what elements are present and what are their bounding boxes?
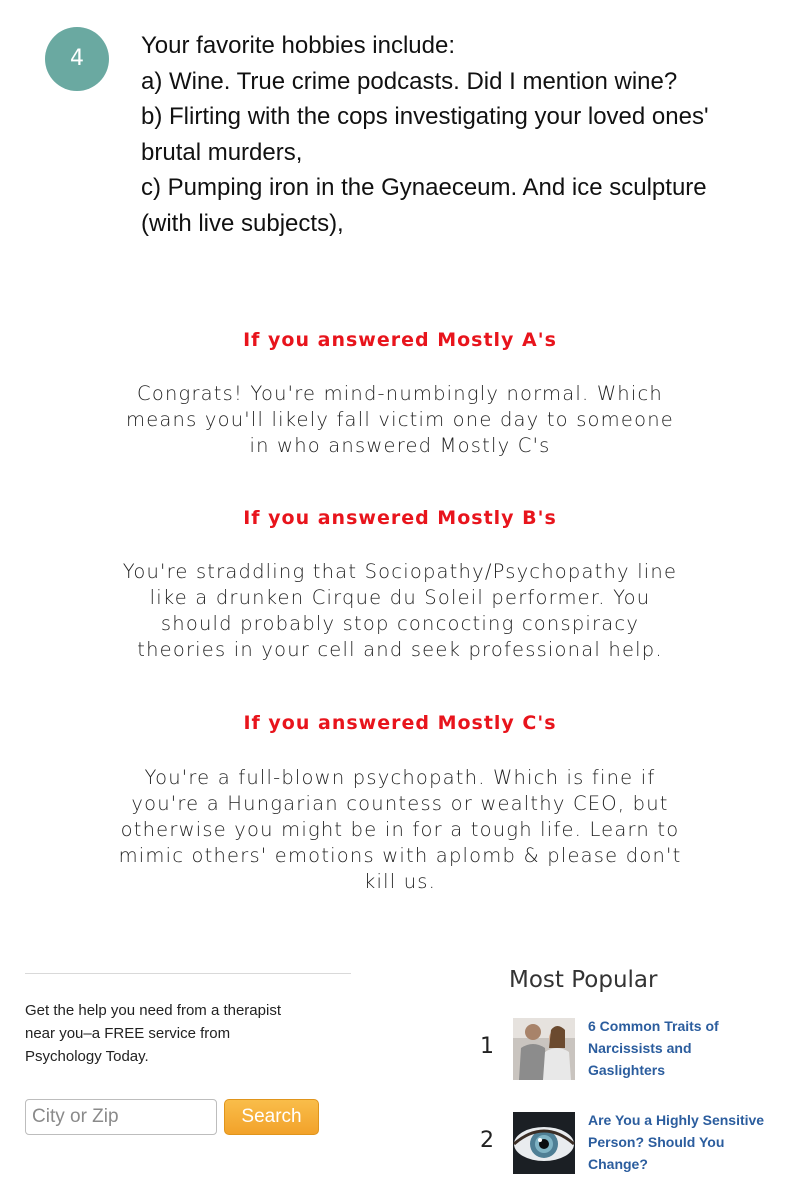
therapist-line: near you–a FREE service from bbox=[25, 1025, 231, 1042]
question-line: (with live subjects), bbox=[141, 209, 344, 237]
result-line: You're straddling that Sociopathy/Psychopathy line bbox=[122, 560, 678, 583]
result-text-c bbox=[0, 765, 800, 895]
popular-rank: 1 bbox=[480, 1034, 494, 1059]
result-line: otherwise you might be in for a tough life. Learn to bbox=[120, 818, 680, 841]
section-divider bbox=[25, 973, 351, 974]
popular-article-link[interactable] bbox=[588, 1015, 793, 1081]
result-line: means you'll likely fall victim one day to someone bbox=[126, 408, 674, 431]
eye-photo-thumbnail[interactable] bbox=[513, 1112, 575, 1174]
couple-photo-thumbnail[interactable] bbox=[513, 1018, 575, 1080]
result-text-a bbox=[0, 381, 800, 459]
popular-link-line: Are You a Highly Sensitive bbox=[588, 1112, 765, 1128]
popular-item[interactable] bbox=[470, 1018, 790, 1088]
result-heading-b: If you answered Mostly B's bbox=[243, 507, 557, 529]
therapist-line: Psychology Today. bbox=[25, 1048, 149, 1065]
question-line: a) Wine. True crime podcasts. Did I mention wine? bbox=[141, 67, 678, 95]
therapist-line: Get the help you need from a therapist bbox=[25, 1002, 281, 1019]
question-text bbox=[141, 28, 781, 241]
most-popular-title: Most Popular bbox=[509, 967, 658, 993]
popular-rank: 2 bbox=[480, 1128, 494, 1153]
result-line: kill us. bbox=[363, 870, 437, 893]
result-line: in who answered Mostly C's bbox=[249, 434, 551, 457]
popular-link-line: Change? bbox=[588, 1156, 648, 1172]
therapist-finder-text bbox=[25, 999, 345, 1068]
popular-link-line: Narcissists and bbox=[588, 1040, 692, 1056]
result-text-b bbox=[0, 559, 800, 663]
popular-article-link[interactable] bbox=[588, 1109, 793, 1175]
question-line: brutal murders, bbox=[141, 138, 303, 166]
result-line: should probably stop concocting conspiracy bbox=[160, 612, 640, 635]
result-line: mimic others' emotions with aplomb & please don't bbox=[118, 844, 682, 867]
question-line: c) Pumping iron in the Gynaeceum. And ice sculpture bbox=[141, 174, 707, 201]
result-heading-a: If you answered Mostly A's bbox=[243, 329, 557, 351]
result-line: like a drunken Cirque du Soleil performer. You bbox=[149, 586, 651, 609]
result-line: You're a full-blown psychopath. Which is fine if bbox=[144, 766, 656, 789]
city-zip-input[interactable] bbox=[25, 1099, 217, 1135]
result-line: you're a Hungarian countess or wealthy CEO, but bbox=[131, 792, 669, 815]
search-button[interactable]: Search bbox=[224, 1099, 319, 1135]
popular-link-line: Person? Should You bbox=[588, 1134, 725, 1150]
popular-item[interactable] bbox=[470, 1112, 790, 1182]
result-line: theories in your cell and seek professional help. bbox=[137, 638, 663, 661]
question-line: Your favorite hobbies include: bbox=[141, 32, 455, 59]
result-line: Congrats! You're mind-numbingly normal. Which bbox=[137, 382, 663, 405]
question-number-badge: 4 bbox=[45, 27, 109, 91]
popular-link-line: 6 Common Traits of bbox=[588, 1018, 719, 1034]
popular-link-line: Gaslighters bbox=[588, 1062, 666, 1078]
result-heading-c: If you answered Mostly C's bbox=[243, 712, 557, 734]
question-line: b) Flirting with the cops investigating your loved ones' bbox=[141, 103, 709, 130]
